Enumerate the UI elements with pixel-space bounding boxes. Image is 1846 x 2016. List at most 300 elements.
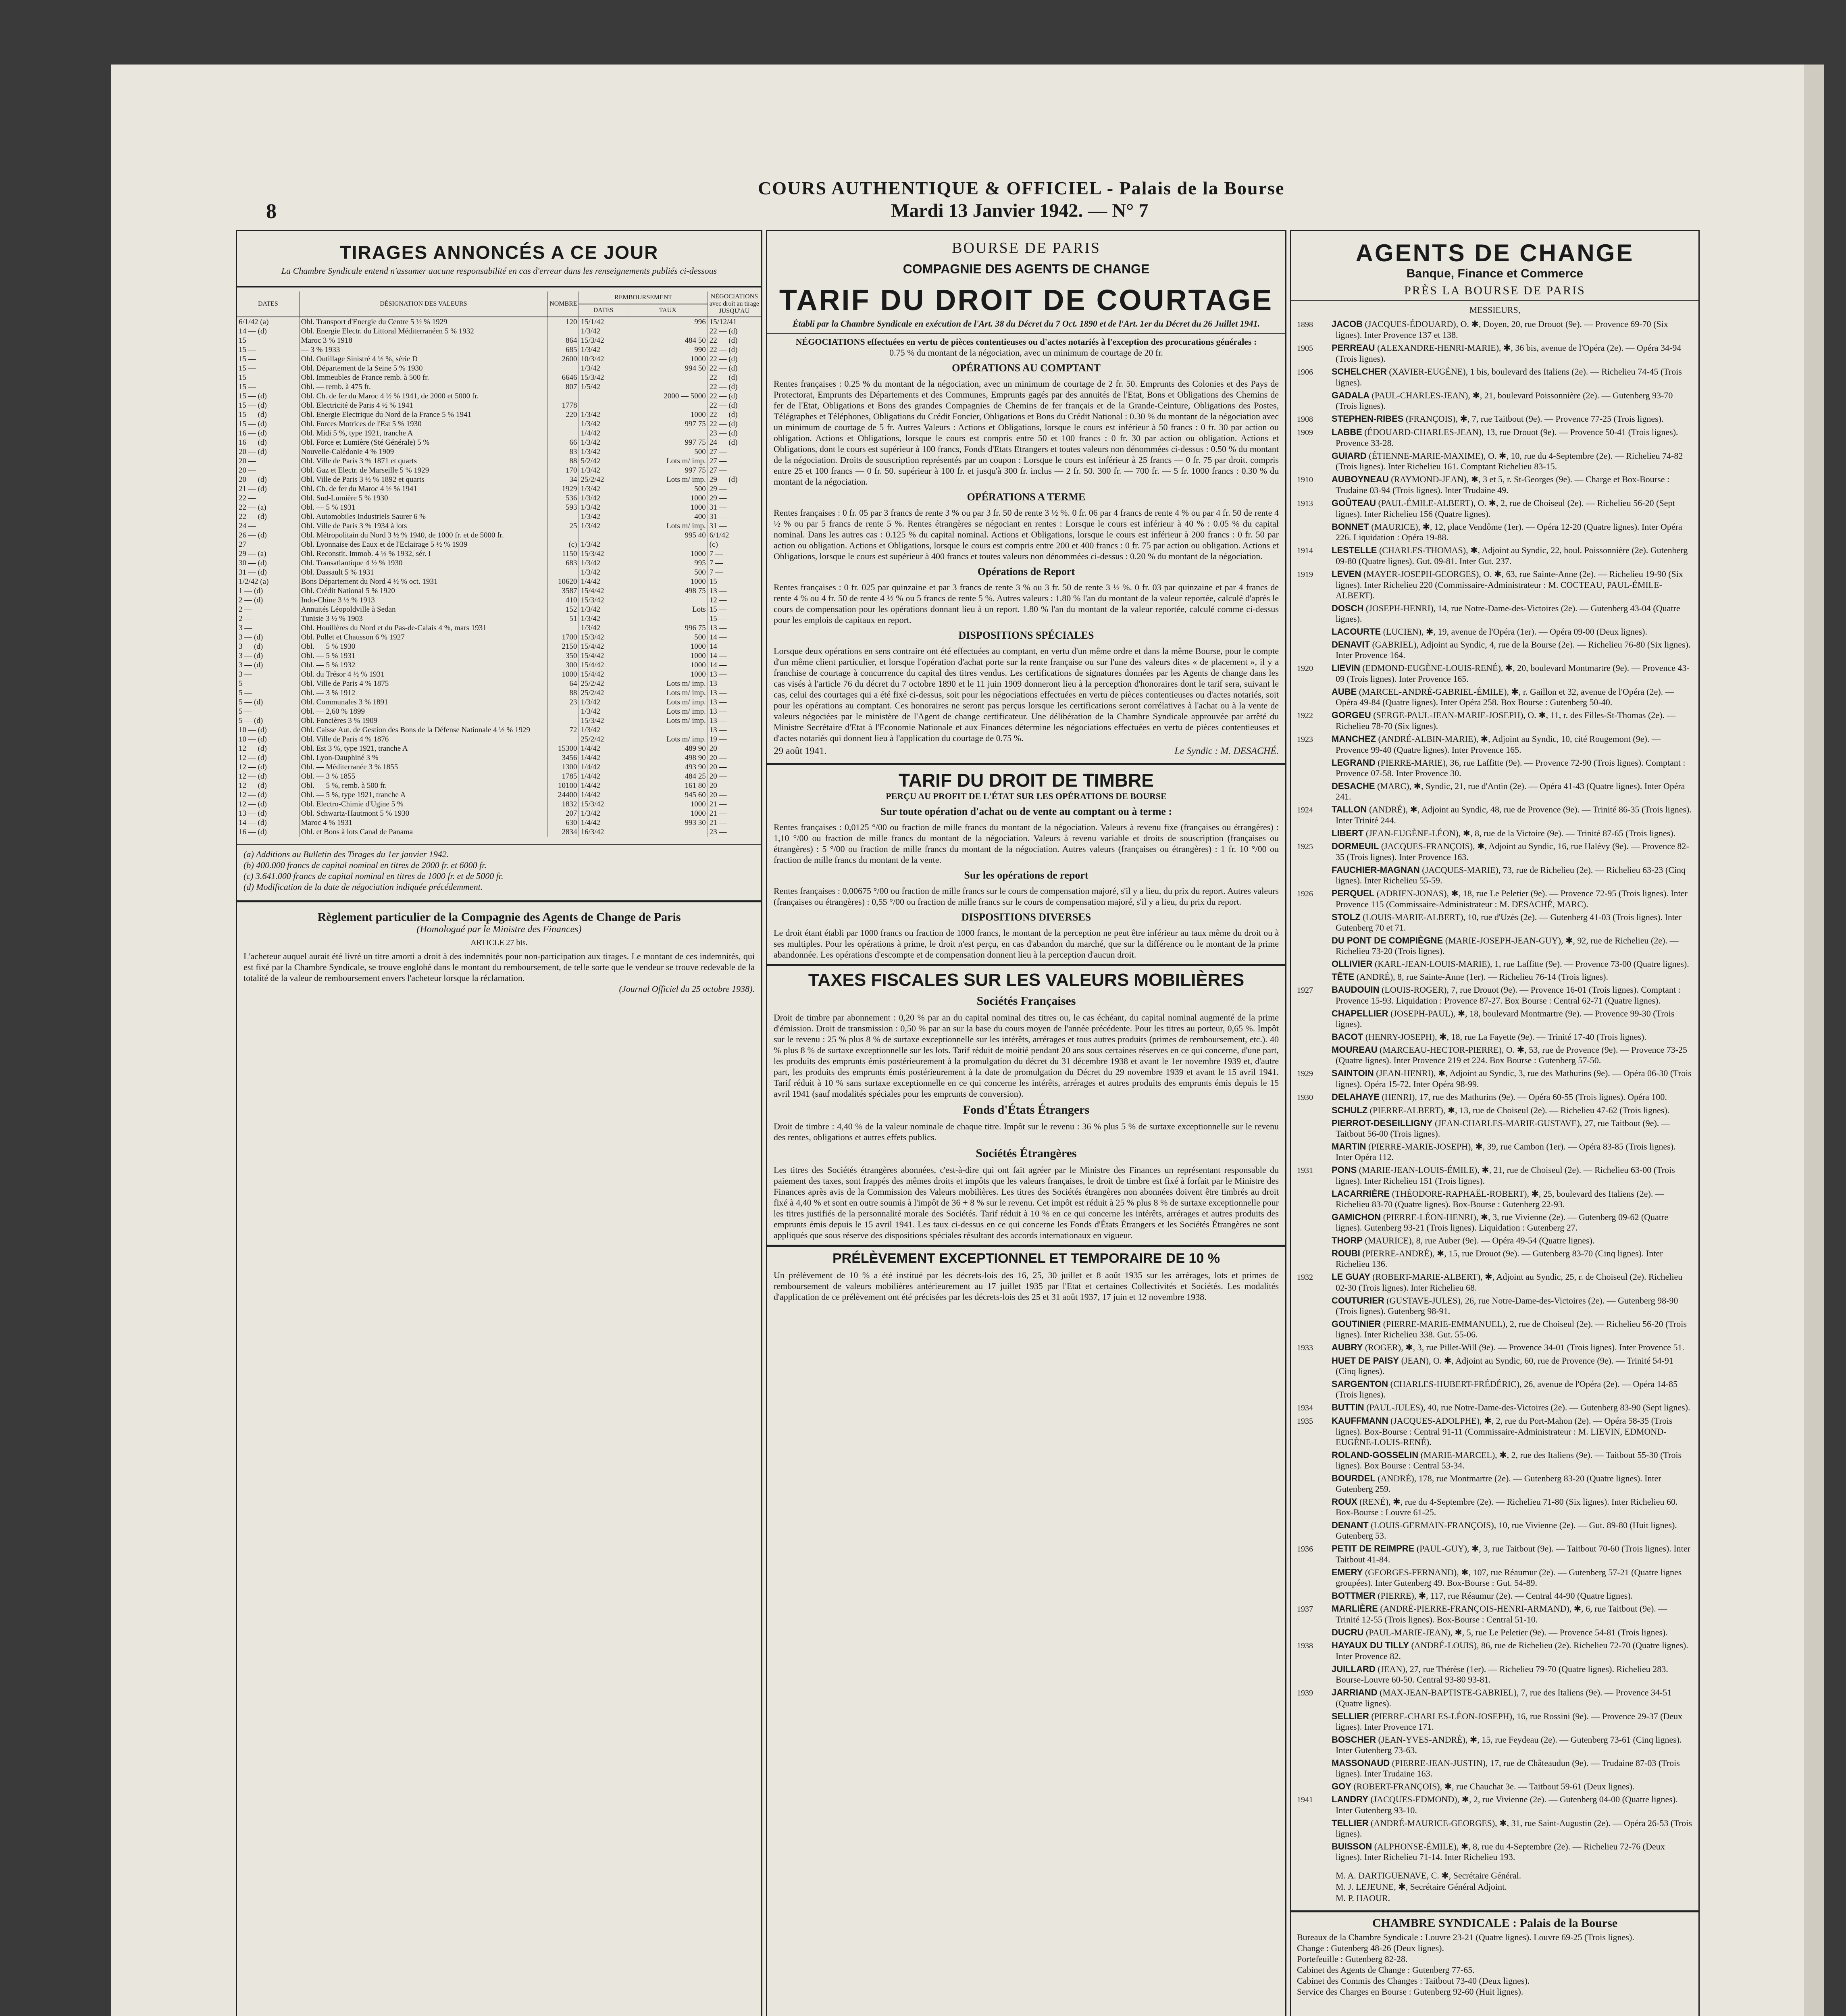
agent-name: PIERROT-DESEILLIGNY bbox=[1332, 1118, 1433, 1128]
tirage-cell: 13 — bbox=[708, 707, 761, 716]
section-societes-etrangeres: Sociétés Étrangères bbox=[976, 1147, 1077, 1160]
tirage-cell: Obl. Lyon-Dauphiné 3 % bbox=[299, 753, 548, 762]
tirage-cell: 1/4/42 bbox=[579, 753, 628, 762]
agent-detail: (MARC), ✱, Syndic, 21, rue d'Antin (2e). — Opéra 41-43 (Quatre lignes). Inter Opéra 241. bbox=[1336, 781, 1685, 802]
agent-entry bbox=[1291, 1234, 1698, 1247]
agent-detail: (PIERRE-MARIE), 36, rue Laffitte (9e). — Provence 72-90 (Trois lignes). Comptant : Provence 07-58. Inter Provence 30. bbox=[1336, 758, 1686, 778]
tirage-cell: Obl. Département de la Seine 5 % 1930 bbox=[299, 364, 548, 373]
agent-year: 1909 bbox=[1297, 428, 1313, 437]
tirage-cell: 15 — bbox=[237, 354, 299, 364]
tirage-cell: 350 bbox=[548, 651, 579, 660]
tirage-cell: Obl. — 5 % 1931 bbox=[299, 651, 548, 660]
reglement-source: (Journal Officiel du 25 octobre 1938). bbox=[619, 984, 755, 994]
tirages-column bbox=[236, 230, 762, 2016]
tirage-cell: Annuités Léopoldville à Sedan bbox=[299, 605, 548, 614]
tirage-cell: 15 — (d) bbox=[237, 392, 299, 401]
agent-entry bbox=[1291, 864, 1698, 887]
agent-name: LACOURTE bbox=[1332, 627, 1381, 637]
prelevement-title: PRÉLÈVEMENT EXCEPTIONNEL ET TEMPORAIRE DE 10 % bbox=[832, 1251, 1220, 1266]
tirage-cell: Obl. Energie Electrique du Nord de la France 5 % 1941 bbox=[299, 410, 548, 419]
tirage-cell: 1/3/42 bbox=[579, 410, 628, 419]
tirage-cell: 1/3/42 bbox=[579, 698, 628, 707]
tirage-cell: Obl. Caisse Aut. de Gestion des Bons de la Défense Nationale 4 ½ % 1929 bbox=[299, 725, 548, 735]
agent-detail: (ANDRÉ-LOUIS), 86, rue de Richelieu (2e). Richelieu 72-70 (Quatre lignes). Inter Provence 82. bbox=[1336, 1640, 1688, 1661]
tirage-cell: Obl. Energie Electr. du Littoral Méditerranéen 5 % 1932 bbox=[299, 327, 548, 336]
tirage-cell: 3587 bbox=[548, 586, 579, 596]
tirage-cell: Obl. — 3 % 1912 bbox=[299, 688, 548, 698]
agent-detail: (LOUIS-ROGER), 7, rue Drouot (9e). — Provence 16-01 (Trois lignes). Comptant : Provence 15-93. Liquidation : Provence 87-27. Box Bourse : Central 62-71 (Quatre lignes). bbox=[1336, 985, 1681, 1006]
tirage-cell: 22 — (a) bbox=[237, 503, 299, 512]
agent-year: 1920 bbox=[1297, 664, 1313, 673]
tirage-cell bbox=[628, 596, 708, 605]
tirage-cell: 51 bbox=[548, 614, 579, 623]
tirage-cell: 15/4/42 bbox=[579, 660, 628, 670]
agent-entry bbox=[1291, 1104, 1698, 1117]
tirage-row bbox=[237, 753, 761, 762]
tirage-row bbox=[237, 382, 761, 392]
agent-name: LIEVIN bbox=[1332, 663, 1360, 673]
agent-detail: (PIERRE-CHARLES-LÉON-JOSEPH), 16, rue Rossini (9e). — Provence 29-37 (Deux lignes). Inter Provence 171. bbox=[1336, 1711, 1683, 1732]
agent-detail: (ANDRÉ), ✱, Adjoint au Syndic, 48, rue de Provence (9e). — Trinité 86-35 (Trois lignes). Inter Trinité 244. bbox=[1336, 804, 1692, 825]
agent-detail: (MARCEL-ANDRÉ-GABRIEL-ÉMILE), ✱, r. Gaillon et 32, avenue de l'Opéra (2e). — Opéra 49-84 (Quatre lignes). Inter Opéra 258. Box Bourse : Gutenberg 50-40. bbox=[1336, 687, 1674, 707]
tirage-row bbox=[237, 809, 761, 818]
tirage-cell: 1/3/42 bbox=[579, 447, 628, 456]
tirage-cell bbox=[548, 429, 579, 438]
chambre-line: Change : Gutenberg 48-26 (Deux lignes). bbox=[1297, 1943, 1444, 1953]
agent-name: LACARRIÈRE bbox=[1332, 1189, 1390, 1199]
agent-name: CHAPELLIER bbox=[1332, 1008, 1388, 1018]
tirage-cell: Tunisie 3 ½ % 1903 bbox=[299, 614, 548, 623]
agent-detail: (ROBERT-MARIE-ALBERT), ✱, Adjoint au Syndic, 25, r. de Choiseul (2e). Richelieu 02-30 (Trois lignes). Inter Richelieu 68. bbox=[1336, 1272, 1683, 1293]
courtage-title: TARIF DU DROIT DE COURTAGE bbox=[779, 284, 1274, 317]
agent-year: 1936 bbox=[1297, 1545, 1313, 1554]
agent-entry bbox=[1291, 1294, 1698, 1318]
tirage-cell: 1/3/42 bbox=[579, 484, 628, 494]
agent-name: LESTELLE bbox=[1332, 545, 1377, 555]
agent-year: 1923 bbox=[1297, 735, 1313, 744]
tirage-cell: 1000 bbox=[628, 651, 708, 660]
agent-entry bbox=[1291, 887, 1698, 911]
agent-detail: (MARCEAU-HECTOR-PIERRE), O. ✱, 53, rue de Provence (9e). — Provence 73-25 (Quatre lignes). Inter Provence 219 et 224. Box Bourse : Gutenberg 57-50. bbox=[1336, 1045, 1688, 1065]
tirage-row bbox=[237, 336, 761, 345]
tirage-cell bbox=[548, 568, 579, 577]
agent-name: JARRIAND bbox=[1332, 1687, 1378, 1697]
tirage-cell: 25/2/42 bbox=[579, 688, 628, 698]
tirage-cell: Obl. — 5 %, type 1921, tranche A bbox=[299, 790, 548, 800]
agent-entry bbox=[1291, 1211, 1698, 1234]
tirage-cell: 31 — (d) bbox=[237, 568, 299, 577]
tirage-cell: 25 bbox=[548, 521, 579, 531]
agent-year: 1898 bbox=[1297, 320, 1313, 329]
tirage-row bbox=[237, 364, 761, 373]
tirage-cell: 6/1/42 (a) bbox=[237, 317, 299, 327]
tirage-cell: 12 — (d) bbox=[237, 753, 299, 762]
agent-detail: (PAUL-CHARLES-JEAN), ✱, 21, boulevard Poissonnière (2e). — Gutenberg 93-70 (Trois lignes). bbox=[1336, 390, 1673, 411]
reglement-article: ARTICLE 27 bis. bbox=[470, 938, 528, 947]
tirage-cell: 15 — bbox=[237, 382, 299, 392]
tirage-cell: Obl. Ville de Paris 3 % 1934 à lots bbox=[299, 521, 548, 531]
tirage-cell: 1/2/42 (a) bbox=[237, 577, 299, 586]
agent-entry bbox=[1291, 1354, 1698, 1378]
tirage-cell: 15 — bbox=[237, 345, 299, 354]
agent-entry bbox=[1291, 1117, 1698, 1140]
col-header-designation: DÉSIGNATION DES VALEURS bbox=[299, 292, 548, 317]
agent-year: 1919 bbox=[1297, 570, 1313, 579]
tirage-cell: Obl. Force et Lumière (Sté Générale) 5 % bbox=[299, 438, 548, 447]
agent-entry bbox=[1291, 365, 1698, 389]
courtage-subtitle: Établi par la Chambre Syndicale en exécution de l'Art. 38 du Décret du 7 Oct. 1890 et de l'Art. 1er du Décret du 26 Juillet 1941. bbox=[792, 319, 1260, 329]
tirage-row bbox=[237, 531, 761, 540]
tirage-cell: 14 — bbox=[708, 642, 761, 651]
terme-body: Rentes françaises : 0 fr. 05 par 3 francs de rente 3 % ou par 3 fr. 50 de rente 3 ½ %. 0 fr. 06 par 4 francs de rente 4 % ou par 4 fr. 50 de rente 4 ½ % ou par 5 francs de rente 5 %. Rentes étrangères se négociant en rentes : Lorsque le cours est inférieur à 40 % : 0.05 % du capital nominal. Dans les autres cas : 0.125 % du capital nominal. Actions et Obligations, lorsque le cours est inférieur à 200 francs : 0 fr. 50 par action ou obligation. Actions et Obligations, lorsque le cours est compris entre 200 et 400 francs : 0 fr. 75 par action ou obligation. Actions et Obligations, lorsque le cours est supérieur à 400 francs et toutes valeurs non dénommées ci-dessus : 0.20 % du montant de la négociation. bbox=[774, 508, 1279, 561]
tirage-row bbox=[237, 345, 761, 354]
tirage-cell: Obl. Outillage Sinistré 4 ½ %, série D bbox=[299, 354, 548, 364]
agent-entry bbox=[1291, 803, 1698, 827]
agent-name: BONNET bbox=[1332, 522, 1369, 532]
tirage-cell bbox=[548, 531, 579, 540]
tirage-cell bbox=[548, 735, 579, 744]
agent-entry bbox=[1291, 911, 1698, 934]
tirage-cell: 15 — bbox=[237, 364, 299, 373]
official: M. A. DARTIGUENAVE, C. ✱, Secrétaire Général. bbox=[1336, 1870, 1521, 1881]
agent-name: GUIARD bbox=[1332, 451, 1367, 461]
tirage-cell: 15/1/42 bbox=[579, 317, 628, 327]
tirage-cell: Obl. Dassault 5 % 1931 bbox=[299, 568, 548, 577]
agent-detail: (EDMOND-EUGÈNE-LOUIS-RENÉ), ✱, 20, boulevard Montmartre (9e). — Provence 43-09 (Trois lignes). Inter Provence 165. bbox=[1336, 663, 1690, 684]
tirage-row bbox=[237, 698, 761, 707]
tirage-cell: 15 — bbox=[708, 605, 761, 614]
tirage-cell: 120 bbox=[548, 317, 579, 327]
tirage-cell: 1/3/42 bbox=[579, 494, 628, 503]
tirage-cell: 410 bbox=[548, 596, 579, 605]
tirage-row bbox=[237, 707, 761, 716]
tirage-cell: 31 — bbox=[708, 503, 761, 512]
tirage-cell: 15 — bbox=[237, 336, 299, 345]
agent-detail: (MARIE-JOSEPH-JEAN-GUY), ✱, 92, rue de Richelieu (2e). — Richelieu 73-20 (Trois lignes). bbox=[1336, 935, 1679, 956]
tirage-cell: 22 — (d) bbox=[708, 373, 761, 382]
tirage-cell: Obl. Transatlantique 4 ½ % 1930 bbox=[299, 558, 548, 568]
agent-name: DENANT bbox=[1332, 1520, 1369, 1530]
tirage-cell: 6/1/42 bbox=[708, 531, 761, 540]
tirage-cell: 995 40 bbox=[628, 531, 708, 540]
agent-entry bbox=[1291, 1401, 1698, 1414]
tirage-cell bbox=[579, 401, 628, 410]
agent-detail: (HENRI), 17, rue des Mathurins (9e). — Opéra 60-55 (Trois lignes). Opéra 100. bbox=[1382, 1092, 1667, 1102]
tirage-row bbox=[237, 521, 761, 531]
agent-name: MARTIN bbox=[1332, 1141, 1366, 1152]
agent-entry bbox=[1291, 342, 1698, 365]
agent-name: ROUX bbox=[1332, 1497, 1357, 1507]
tirage-cell: 16/3/42 bbox=[579, 827, 628, 837]
tirage-cell: 25/2/42 bbox=[579, 735, 628, 744]
tirage-cell: Obl. Electricité de Paris 4 ½ % 1941 bbox=[299, 401, 548, 410]
tirage-cell: 10 — (d) bbox=[237, 725, 299, 735]
agent-name: GAMICHON bbox=[1332, 1212, 1381, 1222]
tirage-cell: 22 — (d) bbox=[708, 382, 761, 392]
agent-entry bbox=[1291, 1663, 1698, 1686]
agent-name: DUCRU bbox=[1332, 1627, 1364, 1637]
agent-entry bbox=[1291, 662, 1698, 685]
tirage-cell: 170 bbox=[548, 466, 579, 475]
agents-list bbox=[1291, 318, 1698, 1864]
tirage-row bbox=[237, 410, 761, 419]
section-speciales: DISPOSITIONS SPÉCIALES bbox=[958, 629, 1094, 641]
tirage-cell: Obl. Ville de Paris 4 % 1876 bbox=[299, 735, 548, 744]
agent-name: DOSCH bbox=[1332, 603, 1364, 613]
agent-detail: (PAUL-JULES), 40, rue Notre-Dame-des-Victoires (2e). — Gutenberg 83-90 (Sept lignes). bbox=[1366, 1402, 1690, 1412]
section-societes-francaises: Sociétés Françaises bbox=[976, 994, 1076, 1008]
tirage-cell: Obl. Immeubles de France remb. à 500 fr. bbox=[299, 373, 548, 382]
tirage-cell: 1/3/42 bbox=[579, 364, 628, 373]
tirage-cell: 22 — (d) bbox=[708, 419, 761, 429]
agent-name: BUISSON bbox=[1332, 1841, 1372, 1851]
tirage-cell bbox=[628, 382, 708, 392]
tirage-row bbox=[237, 735, 761, 744]
tirage-row bbox=[237, 651, 761, 660]
agent-detail: (PIERRE), ✱, 117, rue Réaumur (2e). — Central 44-90 (Quatre lignes). bbox=[1378, 1591, 1633, 1601]
agent-name: OLLIVIER bbox=[1332, 959, 1373, 969]
tirage-cell: 22 — (d) bbox=[708, 392, 761, 401]
agent-entry bbox=[1291, 1519, 1698, 1542]
agent-entry bbox=[1291, 934, 1698, 958]
chambre-line: Cabinet des Commis des Changes : Taitbout 73-40 (Deux lignes). bbox=[1297, 1976, 1530, 1986]
tirage-cell: 400 bbox=[628, 512, 708, 521]
tirage-cell: 13 — bbox=[708, 688, 761, 698]
tirage-cell: Obl. Sud-Lumière 5 % 1930 bbox=[299, 494, 548, 503]
agent-entry bbox=[1291, 709, 1698, 733]
agent-detail: (PAUL-GUY), ✱, 3, rue Taitbout (9e). — Taitbout 70-60 (Trois lignes). Inter Taitbout 41-84. bbox=[1336, 1543, 1690, 1564]
tirage-cell: 15 — (d) bbox=[237, 419, 299, 429]
tirage-cell: 27 — bbox=[708, 456, 761, 466]
agents-title: AGENTS DE CHANGE bbox=[1355, 240, 1634, 267]
tirage-cell: 5 — bbox=[237, 707, 299, 716]
tirage-row bbox=[237, 660, 761, 670]
tirage-row bbox=[237, 605, 761, 614]
tirage-cell: — 3 % 1933 bbox=[299, 345, 548, 354]
tirage-row bbox=[237, 354, 761, 364]
societes-francaises-body: Droit de timbre par abonnement : 0,20 % par an du capital nominal des titres ou, le cas échéant, du capital nominal augmenté de la prime d'émission. Droit de transmission : 0,50 % par an sur la base du cours moyen de l'année précédente. Pour les titres au porteur, 0,65 %. Impôt sur le revenu : 25 % plus 8 % de surtaxe exceptionnelle sur les intérêts, arrérages et tous autres produits (primes de remboursement, etc.). 40 % plus 8 % de surtaxe exceptionnelle sur les lots. Tarif réduit de moitié pendant 20 ans sous certaines réserves en ce qui concerne, d'une part, les produits des emprunts émis postérieurement à la promulgation du décret du 31 décembre 1938 et avant le 1er novembre 1939 et, d'autre part, les produits des emprunts émis postérieurement à la date de promulgation du Décret du 29 novembre 1939 et avant le 15 avril 1941. Tarif réduit à 10 % sans surtaxe exceptionnelle en ce qui concerne les intérêts, arrérages et autres produits des emprunts émis depuis le 15 avril 1941 (sauf modalités spéciales pour les emprunts de conversion). bbox=[774, 1012, 1279, 1099]
section-comptant: OPÉRATIONS AU COMPTANT bbox=[952, 362, 1101, 374]
tirage-cell: 1000 bbox=[628, 642, 708, 651]
tirage-cell bbox=[628, 827, 708, 837]
issue-date: Mardi 13 Janvier 1942. — N° 7 bbox=[891, 200, 1149, 221]
agent-detail: (ÉTIENNE-MARIE-MAXIME), O. ✱, 10, rue du 4-Septembre (2e). — Richelieu 74-82 (Trois lignes). Inter Richelieu 161. Comptant Richelieu 83-15. bbox=[1336, 451, 1683, 471]
agent-detail: (MARIE-MARCEL), ✱, 2, rue des Italiens (9e). — Taitbout 55-30 (Trois lignes). Box Bourse : Central 53-34. bbox=[1336, 1450, 1682, 1470]
agent-name: EMERY bbox=[1332, 1567, 1363, 1577]
agent-entry bbox=[1291, 1566, 1698, 1589]
agent-name: BUTTIN bbox=[1332, 1402, 1364, 1412]
tirage-cell: 1/3/42 bbox=[579, 345, 628, 354]
tirage-cell: 5 — bbox=[237, 679, 299, 688]
col-header-dates: DATES bbox=[237, 292, 299, 317]
tirage-row bbox=[237, 790, 761, 800]
tirage-row bbox=[237, 586, 761, 596]
section-terme: OPÉRATIONS A TERME bbox=[967, 491, 1086, 503]
agent-detail: (JACQUES-MARIE), 73, rue de Richelieu (2e). — Richelieu 63-23 (Cinq lignes). Inter Richelieu 55-59. bbox=[1336, 865, 1686, 885]
tirage-cell: 29 — bbox=[708, 484, 761, 494]
tirage-cell: 1/4/42 bbox=[579, 744, 628, 753]
agent-detail: (JEAN-YVES-ANDRÉ), ✱, 15, rue Feydeau (2e). — Gutenberg 73-61 (Cinq lignes). Inter Gutenberg 73-63. bbox=[1336, 1735, 1682, 1755]
tirage-cell: 220 bbox=[548, 410, 579, 419]
tirage-cell: 15/3/42 bbox=[579, 716, 628, 725]
tirage-cell: 66 bbox=[548, 438, 579, 447]
tirage-cell: 3 — (d) bbox=[237, 660, 299, 670]
tirage-cell: 1/3/42 bbox=[579, 466, 628, 475]
tirage-cell: 7 — bbox=[708, 558, 761, 568]
tirage-cell: 21 — bbox=[708, 818, 761, 827]
tirage-cell: 16 — (d) bbox=[237, 438, 299, 447]
tirage-cell: 10/3/42 bbox=[579, 354, 628, 364]
tirage-cell: 12 — (d) bbox=[237, 744, 299, 753]
tirage-cell: Obl. Ville de Paris 3 % 1871 et quarts bbox=[299, 456, 548, 466]
tirage-cell: 1000 bbox=[628, 800, 708, 809]
tirage-cell: 25/2/42 bbox=[579, 679, 628, 688]
tirage-cell: 13 — (d) bbox=[237, 809, 299, 818]
tirage-cell: 3 — (d) bbox=[237, 633, 299, 642]
tirage-cell: 5 — (d) bbox=[237, 698, 299, 707]
agent-year: 1906 bbox=[1297, 368, 1313, 377]
tirage-cell: 484 25 bbox=[628, 772, 708, 781]
agent-detail: (CHARLES-HUBERT-FRÉDÉRIC), 26, avenue de l'Opéra (2e). — Opéra 14-85 (Trois lignes). bbox=[1336, 1379, 1678, 1400]
tirage-cell: Lots m/ imp. bbox=[628, 698, 708, 707]
tirage-cell: 13 — bbox=[708, 716, 761, 725]
reglement-subtitle: (Homologué par le Ministre des Finances) bbox=[416, 924, 582, 935]
tirage-cell bbox=[548, 419, 579, 429]
tirage-cell: 7 — bbox=[708, 568, 761, 577]
tirage-cell: 997 75 bbox=[628, 466, 708, 475]
tirage-cell: 945 60 bbox=[628, 790, 708, 800]
tirage-row bbox=[237, 438, 761, 447]
agent-detail: (PAUL-MARIE-JEAN), ✱, 5, rue Le Peletier (9e). — Provence 54-81 (Trois lignes). bbox=[1365, 1627, 1668, 1637]
agent-entry bbox=[1291, 1043, 1698, 1067]
tirage-cell: Obl. Est 3 %, type 1921, tranche A bbox=[299, 744, 548, 753]
tirage-cell bbox=[548, 716, 579, 725]
tirage-cell: 34 bbox=[548, 475, 579, 484]
tirage-cell: 5/2/42 bbox=[579, 456, 628, 466]
tirage-cell: 864 bbox=[548, 336, 579, 345]
tirage-cell: Obl. — 3 % 1855 bbox=[299, 772, 548, 781]
tirage-cell: Obl. Forces Motrices de l'Est 5 % 1930 bbox=[299, 419, 548, 429]
agent-entry bbox=[1291, 318, 1698, 342]
tirage-cell: 20 — bbox=[708, 753, 761, 762]
tirage-cell: 1 — (d) bbox=[237, 586, 299, 596]
agents-sub1: Banque, Finance et Commerce bbox=[1406, 267, 1584, 280]
tirage-cell bbox=[628, 401, 708, 410]
tirage-cell: 1/3/42 bbox=[579, 809, 628, 818]
tirage-cell: Lots m/ imp. bbox=[628, 456, 708, 466]
tirage-cell: Lots m/ imp. bbox=[628, 521, 708, 531]
agent-entry bbox=[1291, 1757, 1698, 1780]
tirage-cell: 22 — bbox=[237, 494, 299, 503]
agent-name: LANDRY bbox=[1332, 1794, 1368, 1804]
tirage-cell: (c) bbox=[548, 540, 579, 549]
tirage-cell: 13 — bbox=[708, 670, 761, 679]
tirage-cell: 22 — (d) bbox=[708, 336, 761, 345]
tirage-cell: 30 — (d) bbox=[237, 558, 299, 568]
agent-year: 1926 bbox=[1297, 889, 1313, 898]
agent-name: LEGRAND bbox=[1332, 758, 1376, 768]
agent-entry bbox=[1291, 1780, 1698, 1793]
tirage-cell bbox=[628, 614, 708, 623]
tirage-cell: 15 — bbox=[708, 577, 761, 586]
tirage-cell: Obl. Midi 5 %, type 1921, tranche A bbox=[299, 429, 548, 438]
tirage-cell: 630 bbox=[548, 818, 579, 827]
agent-entry bbox=[1291, 1542, 1698, 1566]
tirage-cell: 300 bbox=[548, 660, 579, 670]
tirage-cell: 1000 bbox=[628, 670, 708, 679]
chambre-line: Service des Charges en Bourse : Gutenberg 92-60 (Huit lignes). bbox=[1297, 1987, 1523, 1997]
col-header-taux: TAUX bbox=[628, 304, 708, 317]
comptant-body: Rentes françaises : 0.25 % du montant de la négociation, avec un minimum de courtage de 2 fr. 50. Emprunts des Colonies et des Pays de Protectorat, Emprunts des Départements et des Communes, Emprunts gagés par des annuités de l'Etat, Bons et Obligations des Chemins de fer de l'Etat, Obligations et Bons des grandes Compagnies de Chemins de fer français et de la Grande-Ceinture, Obligations des Postes, Télégraphes et Téléphones, Obligations du Crédit Foncier, Obligations et Bons du Crédit National : 0.30 % du montant de la négociation avec un minimum de courtage de 5 fr. Autres Valeurs : Actions et Obligations, lorsque le cours est inférieur à 50 francs : 0 fr. 30 par action ou obligation. Actions et Obligations, lorsque le cours est compris entre 50 et 100 francs : 0 fr. 30 par action ou obligation. Actions et Obligations, dont le cours est supérieur à 100 francs, Fonds d'Etats Etrangers et toutes valeurs non dénommées ci-dessus : 0.50 % du montant de la négociation. Droits de souscription représentés par un coupon : Lorsque le cours est inférieur à 25 francs — 0 fr. 75 par droit. compris entre 25 et 100 francs — 0 fr. 50. supérieur à 100 fr. et jusqu'à 300 fr. inclus — 2 fr. 50. 300 fr. — 700 fr. — 5 fr. 1000 francs : 0.30 % du montant de la négociation. bbox=[774, 379, 1279, 487]
agent-entry bbox=[1291, 1414, 1698, 1449]
tirage-cell: 2 — bbox=[237, 614, 299, 623]
tirage-cell: 995 bbox=[628, 558, 708, 568]
tirage-cell: 1000 bbox=[628, 354, 708, 364]
tirage-cell: 990 bbox=[628, 345, 708, 354]
tirage-cell bbox=[579, 531, 628, 540]
agent-year: 1932 bbox=[1297, 1273, 1313, 1282]
tirage-cell: 83 bbox=[548, 447, 579, 456]
agent-name: SAINTOIN bbox=[1332, 1068, 1374, 1078]
agent-year: 1941 bbox=[1297, 1795, 1313, 1804]
agent-name: TÊTE bbox=[1332, 972, 1355, 982]
agent-detail: (MAURICE), 8, rue Auber (9e). — Opéra 49-54 (Quatre lignes). bbox=[1365, 1235, 1595, 1245]
agent-name: KAUFFMANN bbox=[1332, 1416, 1388, 1426]
tirage-cell: 1/4/42 bbox=[579, 790, 628, 800]
agent-entry bbox=[1291, 1378, 1698, 1401]
agent-detail: (JEAN), 27, rue Thérèse (1er). — Richelieu 79-70 (Quatre lignes). Richelieu 283. Bourse-Louvre 60-50. Central 93-80 93-81. bbox=[1336, 1664, 1668, 1685]
courtage-date: 29 août 1941. bbox=[774, 746, 827, 756]
societes-etrangeres-body: Les titres des Sociétés étrangères abonnées, c'est-à-dire qui ont fait agréer par le Ministre des Finances un représentant responsable du paiement des taxes, sont frappés des mêmes droits et impôts que les valeurs françaises, le droit de timbre est fixé à forfait par le Ministre des Finances après avis de la Commission des Valeurs mobilières. Les titres des Sociétés étrangères non abonnées doivent être timbrés au droit fixé à 4,40 % et sont en outre soumis à l'impôt de 36 + 8 % sur le revenu. Cet impôt est réduit à 25 % plus 8 % de surtaxe exceptionnelle pour les titres justifiés de la personnalité morale des Sociétés. Tarif réduit à 10 % en ce qui concerne les intérêts, arrérages et autres produits des emprunts émis depuis le 15 avril 1941. Les taux ci-dessus en ce qui concerne les Fonds d'États Étrangers et les Sociétés Étrangères ne sont appliqués que sous réserve des dispositions spéciales résultant des accords internationaux en vigueur. bbox=[774, 1165, 1279, 1240]
courtage-pre1: BOURSE DE PARIS bbox=[952, 240, 1101, 256]
tirage-cell: Obl. — 5 % 1931 bbox=[299, 503, 548, 512]
tirage-row bbox=[237, 762, 761, 772]
agent-entry bbox=[1291, 1733, 1698, 1757]
tirage-cell: 1000 bbox=[628, 549, 708, 558]
agent-year: 1938 bbox=[1297, 1641, 1313, 1650]
section-timbre-diverses: DISPOSITIONS DIVERSES bbox=[961, 911, 1091, 923]
tirage-cell: 1/3/42 bbox=[579, 605, 628, 614]
tirage-cell: 207 bbox=[548, 809, 579, 818]
tirage-cell: 15/3/42 bbox=[579, 800, 628, 809]
tarifs-column bbox=[766, 230, 1286, 2016]
tirage-cell: Obl. — 5 %, remb. à 500 fr. bbox=[299, 781, 548, 790]
agents-sub2: PRÈS LA BOURSE DE PARIS bbox=[1404, 284, 1586, 297]
agent-entry bbox=[1291, 544, 1698, 568]
tirage-cell: 1/3/42 bbox=[579, 623, 628, 633]
tirage-row bbox=[237, 558, 761, 568]
tirage-cell: 24400 bbox=[548, 790, 579, 800]
agent-detail: (PAUL-ÉMILE-ALBERT), O. ✱, 2, rue de Choiseul (2e). — Richelieu 56-20 (Sept lignes). Inter Richelieu 156 (Quatre lignes). bbox=[1336, 498, 1675, 519]
tirage-cell: Maroc 3 % 1918 bbox=[299, 336, 548, 345]
agent-entry bbox=[1291, 780, 1698, 803]
tirage-cell bbox=[628, 327, 708, 336]
col-header-remboursement: REMBOURSEMENT bbox=[579, 292, 708, 304]
official: M. P. HAOUR. bbox=[1336, 1893, 1390, 1903]
tirage-cell: 29 — (a) bbox=[237, 549, 299, 558]
agent-detail: (PIERRE-JEAN-JUSTIN), 17, rue de Châteaudun (9e). — Trudaine 87-03 (Trois lignes). Inter Trudaine 163. bbox=[1336, 1758, 1680, 1779]
agent-name: BOURDEL bbox=[1332, 1473, 1376, 1483]
agent-year: 1910 bbox=[1297, 475, 1313, 484]
tirage-row bbox=[237, 429, 761, 438]
tirage-cell: 20 — bbox=[708, 790, 761, 800]
agent-name: DU PONT DE COMPIÈGNE bbox=[1332, 935, 1443, 946]
agents-messieurs: MESSIEURS, bbox=[1469, 305, 1521, 315]
chambre-title: CHAMBRE SYNDICALE : Palais de la Bourse bbox=[1372, 1916, 1618, 1930]
tirage-cell: 1/4/42 bbox=[579, 577, 628, 586]
agent-detail: (JACQUES-ADOLPHE), ✱, 2, rue du Port-Mahon (2e). — Opéra 58-35 (Trois lignes). Box-Bourse : Central 91-11 (Commissaire-Administrateur : M. LIEVIN, EDMOND-EUGÈNE-LOUIS-RENÉ). bbox=[1336, 1416, 1673, 1447]
agent-name: AUBOYNEAU bbox=[1332, 474, 1389, 484]
